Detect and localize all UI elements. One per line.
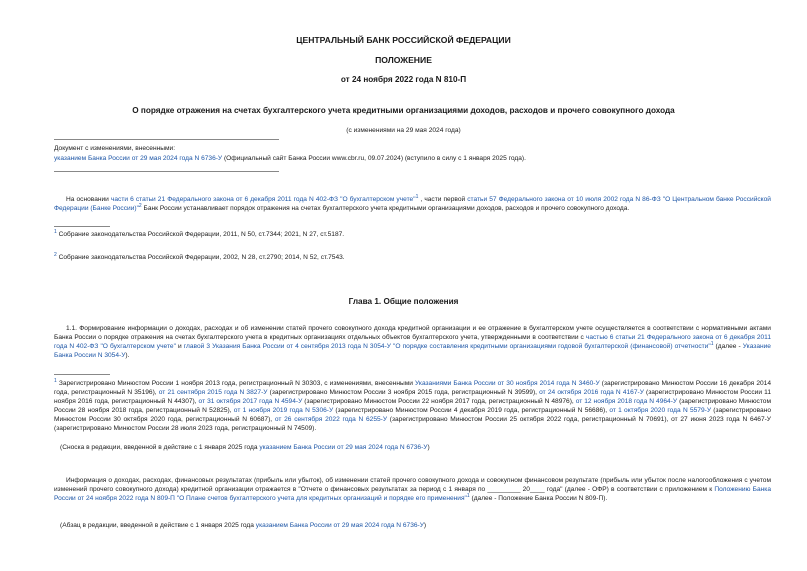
revision-note: (с изменениями на 29 мая 2024 года) — [346, 127, 461, 134]
law-86-link[interactable]: статьи 57 Федерального закона от 10 июля 2002 года N 86-ФЗ "О Центральном банке Российской Федерации (Банке России)" — [54, 196, 771, 212]
doc-type: ПОЛОЖЕНИЕ — [375, 55, 432, 65]
footnote-edition-note — [60, 443, 777, 452]
edition-text: (Сноска в редакции, введенной в действие с 1 января 2025 года — [60, 444, 260, 451]
amend-3460-link[interactable]: Указаниями Банка России от 30 ноября 2014 года N 3460-У — [415, 380, 600, 387]
divider — [54, 171, 279, 172]
footnote-divider — [54, 226, 110, 227]
law-402-link[interactable]: частью 6 статьи 21 Федерального закона от 6 декабря 2011 года N 402-ФЗ "О бухгалтерском учете" — [54, 334, 772, 350]
amendments-heading: Документ с изменениями, внесенными: — [54, 145, 176, 152]
footnote-ref[interactable]: 1 — [466, 492, 470, 499]
footnote-ref[interactable]: 2 — [138, 202, 142, 209]
footnote-registration — [54, 379, 771, 433]
footnote-text: Собрание законодательства Российской Федерации, 2002, N 28, ст.2790; 2014, N 52, ст.7543. — [56, 254, 345, 261]
footnote-text: (зарегистрировано Минюстом России 30 октября 2020 года, регистрационный N 60687), — [54, 407, 772, 423]
footnote-mark: 1 — [54, 377, 57, 384]
footnote-text: Собрание законодательства Российской Федерации, 2011, N 50, ст.7344; 2021, N 27, ст.5187. — [56, 231, 345, 238]
amendment-link[interactable]: указанием Банка России от 29 мая 2024 года N 6736-У — [54, 155, 223, 162]
amend-5579-link[interactable]: от 1 октября 2020 года N 5579-У — [609, 407, 712, 414]
org-name: ЦЕНТРАЛЬНЫЙ БАНК РОССИЙСКОЙ ФЕДЕРАЦИИ — [296, 35, 511, 45]
law-402-link[interactable]: части 6 статьи 21 Федерального закона от 6 декабря 2011 года N 402-ФЗ "О бухгалтерском учете" — [110, 196, 416, 203]
footnote-text: (зарегистрировано Минюстом России 22 ноября 2017 года, регистрационный N 48976), — [302, 398, 576, 405]
polozhenie-809-link[interactable]: Положению Банка России от 24 ноября 2022 года N 809-П "О Плане счетов бухгалтерского учета для кредитных организаций и порядке его применения" — [54, 486, 771, 502]
footnote-mark: 2 — [54, 251, 57, 258]
paragraph-info — [54, 476, 771, 503]
chapter-heading: Глава 1. Общие положения — [348, 297, 459, 306]
footnote-ref[interactable]: 1 — [415, 193, 419, 200]
amend-4167-link[interactable]: от 24 октября 2016 года N 4167-У — [539, 389, 644, 396]
amend-4594-link[interactable]: от 31 октября 2017 года N 4594-У — [198, 398, 303, 405]
edition-text: ) — [423, 522, 427, 529]
divider — [54, 139, 279, 140]
paragraph-text: (далее - — [713, 343, 743, 350]
ukazanie-3054-short-link[interactable]: Указание Банка России N 3054-У — [54, 343, 771, 359]
amendment-link[interactable]: указанием Банка России от 29 мая 2024 года N 6736-У — [255, 522, 424, 529]
footnote-2 — [54, 253, 771, 262]
amend-4964-link[interactable]: от 12 ноября 2018 года N 4964-У — [575, 398, 678, 405]
footnote-mark: 1 — [54, 228, 57, 235]
edition-text: (Абзац в редакции, введенной в действие с 1 января 2025 года — [60, 522, 256, 529]
amendments-line — [54, 154, 771, 163]
edition-text: ) — [427, 444, 430, 451]
paragraph-edition-note — [60, 521, 771, 530]
paragraph-text: и — [175, 343, 184, 350]
paragraph-text: 1.1. Формирование информации о доходах, расходах и об изменении статей прочего совокупного дохода кредитной организации и ее отражение в бухгалтерском учете осуществляется в соответствии с нормативными актами Банка России о порядке отражения на счетах бухгалтерского учета в кредитных организациях отдельных объектов бухгалтерского учета, утвержденными в соответствии с — [54, 325, 771, 341]
footnote-ref[interactable]: 1 — [710, 340, 714, 347]
amend-3827-link[interactable]: от 21 сентября 2015 года N 3827-У — [158, 389, 268, 396]
footnote-text: (зарегистрировано Минюстом России 11 ноября 2016 года, регистрационный N 44307), — [54, 389, 772, 405]
paragraph-text: (далее - Положение Банка России N 809-П). — [469, 495, 608, 502]
footnote-text: Зарегистрировано Минюстом России 1 ноября 2013 года, регистрационный N 30303, с изменениями, внесенными — [56, 380, 416, 387]
footnote-text: (зарегистрировано Минюстом России 3 ноября 2015 года, регистрационный N 39599), — [267, 389, 540, 396]
doc-title: О порядке отражения на счетах бухгалтерского учета кредитными организациями доходов, расходов и прочего совокупного дохода — [132, 106, 675, 115]
ukazanie-3054-link[interactable]: главой 3 Указания Банка России от 4 сентября 2013 года N 3054-У "О порядке составления кредитными организациями годовой бухгалтерской (финансовой) отчетности" — [183, 343, 711, 350]
footnote-text: (зарегистрировано Минюстом России 25 октября 2022 года, регистрационный N 70691), от 27 июня 2023 года N 6467-У (зарегистрировано Минюстом России 28 июля 2023 года, регистрационный N 74509). — [54, 416, 771, 432]
preamble-text: На основании — [66, 196, 111, 203]
footnote-1 — [54, 230, 771, 239]
paragraph-text: Информация о доходах, расходах, финансовых результатах (прибыль или убыток), об изменении статей прочего совокупного дохода и совокупном финансовом результате (прибыль или убыток после налогообложения с учетом изменений прочего совокупного дохода) кредитной организации отражается в "Отчете о финансовых результатах за период с 1 января по _________ 20____ года" (далее - ОФР) в соответствии с приложением к — [54, 477, 771, 493]
amendment-link[interactable]: указанием Банка России от 29 мая 2024 года N 6736-У — [259, 444, 428, 451]
amend-6255-link[interactable]: от 26 сентября 2022 года N 6255-У — [274, 416, 388, 423]
amendment-tail: (Официальный сайт Банка России www.cbr.ru, 09.07.2024) (вступило в силу с 1 января 2025 года). — [222, 155, 526, 162]
footnote-text: (зарегистрировано Минюстом России 16 декабря 2014 года, регистрационный N 35196), — [54, 380, 772, 396]
doc-date-number: от 24 ноября 2022 года N 810-П — [340, 75, 467, 84]
footnote-text: (зарегистрировано Минюстом России 28 ноября 2018 года, регистрационный N 52825), — [54, 398, 771, 414]
footnote-divider — [54, 374, 110, 375]
preamble-paragraph — [54, 195, 771, 213]
preamble-text: Банк России устанавливает порядок отражения на счетах бухгалтерского учета кредитными организациями доходов, расходов и прочего совокупного дохода. — [141, 205, 630, 212]
preamble-text: , части первой — [418, 196, 468, 203]
amend-5306-link[interactable]: от 1 ноября 2019 года N 5306-У — [233, 407, 334, 414]
paragraph-1-1 — [54, 324, 771, 360]
paragraph-text: ). — [125, 352, 130, 359]
footnote-text: (зарегистрировано Минюстом России 4 декабря 2019 года, регистрационный N 56686), — [333, 407, 610, 414]
